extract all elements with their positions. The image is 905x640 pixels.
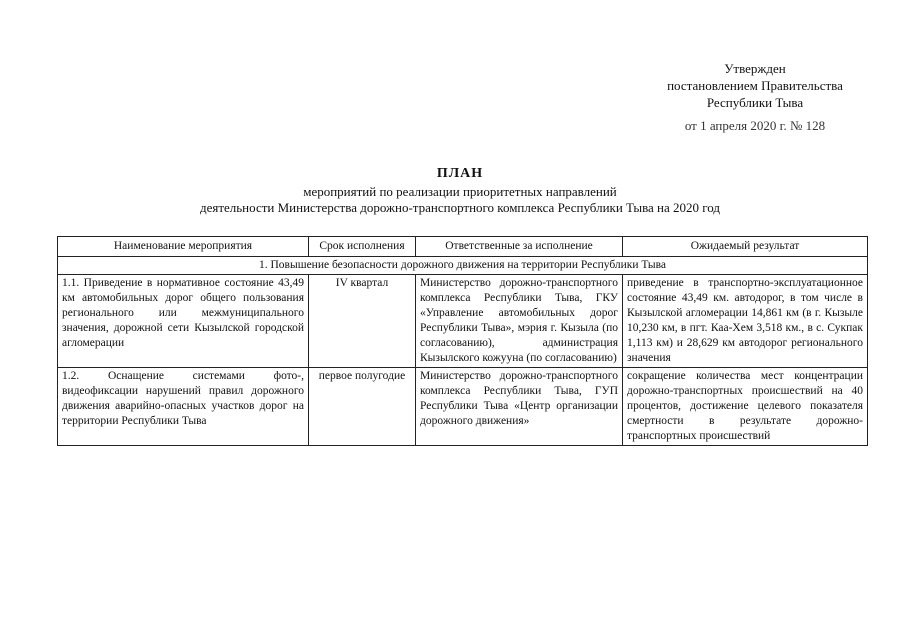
cell-result: сокращение количества мест концентрации дорожно-транспортных происшествий на 40 процентов, достижение целевого показателя смертности в результате дорожно-транспортных происшествий bbox=[623, 368, 868, 446]
column-header-name: Наименование мероприятия bbox=[58, 237, 309, 257]
cell-name: 1.2. Оснащение системами фото-, видеофиксации нарушений правил дорожного движения аварийно-опасных участков дорог на территории Республики Тыва bbox=[58, 368, 309, 446]
approval-line-republic: Республики Тыва bbox=[706, 95, 804, 110]
document-title: ПЛАН bbox=[436, 166, 484, 181]
column-header-term: Срок исполнения bbox=[309, 237, 416, 257]
document-subtitle-line1: мероприятий по реализации приоритетных направлений bbox=[303, 184, 617, 199]
cell-name: 1.1. Приведение в нормативное состояние 43,49 км автомобильных дорог общего пользования регионального или межмуниципального значения, дорожной сети Кызылской городской агломерации bbox=[58, 275, 309, 368]
plan-table bbox=[57, 236, 868, 446]
document-subtitle-line2: деятельности Министерства дорожно-транспортного комплекса Республики Тыва на 2020 год bbox=[199, 200, 721, 215]
document-heading bbox=[55, 166, 865, 216]
table-row bbox=[58, 368, 868, 446]
table-row bbox=[58, 275, 868, 368]
column-header-result: Ожидаемый результат bbox=[623, 237, 868, 257]
approval-line-approved: Утвержден bbox=[724, 61, 786, 76]
cell-responsible: Министерство дорожно-транспортного комплекса Республики Тыва, ГУП Республики Тыва «Центр организации дорожного движения» bbox=[416, 368, 623, 446]
table-section-row bbox=[58, 257, 868, 275]
approval-line-resolution: постановлением Правительства bbox=[667, 78, 843, 93]
cell-term: IV квартал bbox=[309, 275, 416, 368]
section-title: 1. Повышение безопасности дорожного движения на территории Республики Тыва bbox=[58, 257, 868, 275]
cell-result: приведение в транспортно-эксплуатационное состояние 43,49 км. автодорог, в том числе в Кызылской агломерации 14,861 км (в г. Кызыле 10,230 км, в пгт. Каа-Хем 3,518 км., в с. Сукпак 1,113 км) и 28,629 км автодорог регионального значения bbox=[623, 275, 868, 368]
cell-responsible: Министерство дорожно-транспортного комплекса Республики Тыва, ГКУ «Управление автомобильных дорог Республики Тыва», мэрия г. Кызыла (по согласованию), администрация Кызылского кожууна (по согласованию) bbox=[416, 275, 623, 368]
approval-date: от 1 апреля 2020 г. № 128 bbox=[684, 118, 826, 133]
approval-block bbox=[630, 60, 880, 134]
table-header-row bbox=[58, 237, 868, 257]
cell-term: первое полугодие bbox=[309, 368, 416, 446]
column-header-responsible: Ответственные за исполнение bbox=[416, 237, 623, 257]
